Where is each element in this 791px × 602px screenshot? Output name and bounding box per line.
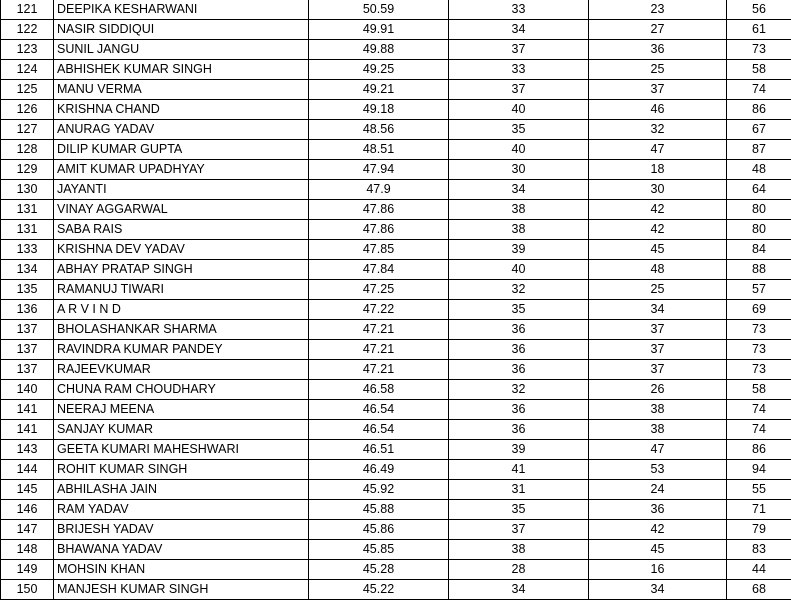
score-cell: 47.86 <box>309 220 449 240</box>
rank-cell: 134 <box>1 260 54 280</box>
name-cell: BHAWANA YADAV <box>54 540 309 560</box>
marks-b-cell: 53 <box>589 460 727 480</box>
table-row <box>1 280 791 300</box>
rank-cell: 129 <box>1 160 54 180</box>
score-cell: 49.91 <box>309 20 449 40</box>
results-table-body <box>1 0 791 600</box>
table-row <box>1 100 791 120</box>
marks-a-cell: 28 <box>449 560 589 580</box>
marks-a-cell: 40 <box>449 260 589 280</box>
total-cell: 55 <box>727 480 791 500</box>
total-cell: 44 <box>727 560 791 580</box>
marks-b-cell: 27 <box>589 20 727 40</box>
marks-b-cell: 24 <box>589 480 727 500</box>
marks-b-cell: 16 <box>589 560 727 580</box>
marks-a-cell: 36 <box>449 340 589 360</box>
marks-a-cell: 31 <box>449 480 589 500</box>
table-row <box>1 40 791 60</box>
name-cell: NEERAJ MEENA <box>54 400 309 420</box>
marks-a-cell: 39 <box>449 440 589 460</box>
score-cell: 47.22 <box>309 300 449 320</box>
rank-cell: 122 <box>1 20 54 40</box>
marks-b-cell: 37 <box>589 80 727 100</box>
marks-a-cell: 34 <box>449 20 589 40</box>
score-cell: 49.88 <box>309 40 449 60</box>
score-cell: 49.18 <box>309 100 449 120</box>
score-cell: 47.85 <box>309 240 449 260</box>
total-cell: 73 <box>727 40 791 60</box>
rank-cell: 135 <box>1 280 54 300</box>
name-cell: RAM YADAV <box>54 500 309 520</box>
name-cell: ABHAY PRATAP SINGH <box>54 260 309 280</box>
total-cell: 69 <box>727 300 791 320</box>
rank-cell: 136 <box>1 300 54 320</box>
table-row <box>1 300 791 320</box>
rank-cell: 121 <box>1 0 54 20</box>
total-cell: 56 <box>727 0 791 20</box>
marks-b-cell: 36 <box>589 500 727 520</box>
total-cell: 87 <box>727 140 791 160</box>
total-cell: 68 <box>727 580 791 600</box>
table-row <box>1 240 791 260</box>
total-cell: 67 <box>727 120 791 140</box>
marks-b-cell: 37 <box>589 340 727 360</box>
total-cell: 80 <box>727 220 791 240</box>
rank-cell: 130 <box>1 180 54 200</box>
name-cell: RAJEEVKUMAR <box>54 360 309 380</box>
total-cell: 83 <box>727 540 791 560</box>
table-row <box>1 380 791 400</box>
score-cell: 47.21 <box>309 340 449 360</box>
total-cell: 74 <box>727 420 791 440</box>
score-cell: 47.21 <box>309 360 449 380</box>
marks-a-cell: 37 <box>449 40 589 60</box>
table-row <box>1 120 791 140</box>
name-cell: MANJESH KUMAR SINGH <box>54 580 309 600</box>
marks-a-cell: 34 <box>449 180 589 200</box>
marks-a-cell: 35 <box>449 120 589 140</box>
score-cell: 47.21 <box>309 320 449 340</box>
score-cell: 50.59 <box>309 0 449 20</box>
marks-a-cell: 38 <box>449 220 589 240</box>
total-cell: 58 <box>727 380 791 400</box>
table-row <box>1 160 791 180</box>
table-row <box>1 180 791 200</box>
table-row <box>1 520 791 540</box>
name-cell: KRISHNA CHAND <box>54 100 309 120</box>
marks-a-cell: 32 <box>449 280 589 300</box>
score-cell: 49.25 <box>309 60 449 80</box>
marks-b-cell: 42 <box>589 220 727 240</box>
marks-b-cell: 32 <box>589 120 727 140</box>
score-cell: 46.49 <box>309 460 449 480</box>
marks-b-cell: 45 <box>589 240 727 260</box>
total-cell: 61 <box>727 20 791 40</box>
rank-cell: 145 <box>1 480 54 500</box>
table-row <box>1 360 791 380</box>
marks-a-cell: 33 <box>449 0 589 20</box>
marks-b-cell: 37 <box>589 320 727 340</box>
score-cell: 46.58 <box>309 380 449 400</box>
name-cell: ROHIT KUMAR SINGH <box>54 460 309 480</box>
marks-b-cell: 18 <box>589 160 727 180</box>
score-cell: 46.54 <box>309 400 449 420</box>
rank-cell: 141 <box>1 420 54 440</box>
name-cell: RAVINDRA KUMAR PANDEY <box>54 340 309 360</box>
score-cell: 48.56 <box>309 120 449 140</box>
score-cell: 47.25 <box>309 280 449 300</box>
total-cell: 84 <box>727 240 791 260</box>
marks-b-cell: 38 <box>589 420 727 440</box>
name-cell: ABHILASHA JAIN <box>54 480 309 500</box>
table-row <box>1 20 791 40</box>
score-cell: 45.22 <box>309 580 449 600</box>
marks-b-cell: 23 <box>589 0 727 20</box>
total-cell: 73 <box>727 320 791 340</box>
marks-b-cell: 47 <box>589 440 727 460</box>
table-row <box>1 420 791 440</box>
rank-cell: 144 <box>1 460 54 480</box>
name-cell: RAMANUJ TIWARI <box>54 280 309 300</box>
table-row <box>1 0 791 20</box>
marks-a-cell: 35 <box>449 300 589 320</box>
rank-cell: 137 <box>1 340 54 360</box>
marks-b-cell: 42 <box>589 200 727 220</box>
marks-b-cell: 46 <box>589 100 727 120</box>
marks-a-cell: 40 <box>449 100 589 120</box>
score-cell: 45.86 <box>309 520 449 540</box>
marks-a-cell: 39 <box>449 240 589 260</box>
name-cell: VINAY AGGARWAL <box>54 200 309 220</box>
marks-a-cell: 41 <box>449 460 589 480</box>
marks-a-cell: 38 <box>449 540 589 560</box>
rank-cell: 131 <box>1 200 54 220</box>
name-cell: KRISHNA DEV YADAV <box>54 240 309 260</box>
table-row <box>1 260 791 280</box>
score-cell: 45.88 <box>309 500 449 520</box>
table-row <box>1 500 791 520</box>
marks-b-cell: 30 <box>589 180 727 200</box>
total-cell: 74 <box>727 80 791 100</box>
marks-a-cell: 36 <box>449 360 589 380</box>
marks-b-cell: 45 <box>589 540 727 560</box>
rank-cell: 140 <box>1 380 54 400</box>
score-cell: 45.92 <box>309 480 449 500</box>
name-cell: BRIJESH YADAV <box>54 520 309 540</box>
table-row <box>1 340 791 360</box>
marks-a-cell: 33 <box>449 60 589 80</box>
marks-a-cell: 40 <box>449 140 589 160</box>
total-cell: 86 <box>727 440 791 460</box>
total-cell: 74 <box>727 400 791 420</box>
marks-a-cell: 36 <box>449 320 589 340</box>
total-cell: 73 <box>727 360 791 380</box>
total-cell: 58 <box>727 60 791 80</box>
rank-cell: 141 <box>1 400 54 420</box>
rank-cell: 133 <box>1 240 54 260</box>
table-row <box>1 80 791 100</box>
name-cell: BHOLASHANKAR SHARMA <box>54 320 309 340</box>
rank-cell: 146 <box>1 500 54 520</box>
table-row <box>1 580 791 600</box>
name-cell: GEETA KUMARI MAHESHWARI <box>54 440 309 460</box>
name-cell: AMIT KUMAR UPADHYAY <box>54 160 309 180</box>
marks-a-cell: 36 <box>449 420 589 440</box>
table-row <box>1 440 791 460</box>
table-row <box>1 60 791 80</box>
score-cell: 49.21 <box>309 80 449 100</box>
marks-b-cell: 25 <box>589 280 727 300</box>
total-cell: 73 <box>727 340 791 360</box>
marks-b-cell: 34 <box>589 300 727 320</box>
marks-b-cell: 47 <box>589 140 727 160</box>
rank-cell: 123 <box>1 40 54 60</box>
total-cell: 86 <box>727 100 791 120</box>
marks-a-cell: 37 <box>449 80 589 100</box>
rank-cell: 149 <box>1 560 54 580</box>
table-row <box>1 460 791 480</box>
name-cell: MOHSIN KHAN <box>54 560 309 580</box>
table-row <box>1 140 791 160</box>
total-cell: 80 <box>727 200 791 220</box>
table-row <box>1 320 791 340</box>
name-cell: DILIP KUMAR GUPTA <box>54 140 309 160</box>
rank-cell: 131 <box>1 220 54 240</box>
total-cell: 71 <box>727 500 791 520</box>
name-cell: ABHISHEK KUMAR SINGH <box>54 60 309 80</box>
table-row <box>1 200 791 220</box>
rank-cell: 150 <box>1 580 54 600</box>
table-row <box>1 400 791 420</box>
total-cell: 64 <box>727 180 791 200</box>
score-cell: 46.51 <box>309 440 449 460</box>
name-cell: NASIR SIDDIQUI <box>54 20 309 40</box>
marks-b-cell: 36 <box>589 40 727 60</box>
rank-cell: 147 <box>1 520 54 540</box>
marks-b-cell: 26 <box>589 380 727 400</box>
score-cell: 48.51 <box>309 140 449 160</box>
name-cell: DEEPIKA KESHARWANI <box>54 0 309 20</box>
marks-b-cell: 38 <box>589 400 727 420</box>
rank-cell: 137 <box>1 320 54 340</box>
marks-a-cell: 32 <box>449 380 589 400</box>
score-cell: 47.84 <box>309 260 449 280</box>
table-row <box>1 480 791 500</box>
rank-cell: 143 <box>1 440 54 460</box>
total-cell: 94 <box>727 460 791 480</box>
marks-a-cell: 38 <box>449 200 589 220</box>
marks-a-cell: 30 <box>449 160 589 180</box>
score-cell: 46.54 <box>309 420 449 440</box>
name-cell: SANJAY KUMAR <box>54 420 309 440</box>
table-row <box>1 220 791 240</box>
rank-cell: 128 <box>1 140 54 160</box>
marks-b-cell: 25 <box>589 60 727 80</box>
name-cell: SABA RAIS <box>54 220 309 240</box>
name-cell: A R V I N D <box>54 300 309 320</box>
score-cell: 45.85 <box>309 540 449 560</box>
total-cell: 88 <box>727 260 791 280</box>
marks-a-cell: 35 <box>449 500 589 520</box>
rank-cell: 127 <box>1 120 54 140</box>
marks-b-cell: 37 <box>589 360 727 380</box>
rank-cell: 137 <box>1 360 54 380</box>
total-cell: 57 <box>727 280 791 300</box>
marks-b-cell: 42 <box>589 520 727 540</box>
table-row <box>1 560 791 580</box>
rank-cell: 126 <box>1 100 54 120</box>
table-row <box>1 540 791 560</box>
rank-cell: 125 <box>1 80 54 100</box>
name-cell: JAYANTI <box>54 180 309 200</box>
score-cell: 47.94 <box>309 160 449 180</box>
marks-a-cell: 36 <box>449 400 589 420</box>
marks-a-cell: 37 <box>449 520 589 540</box>
name-cell: ANURAG YADAV <box>54 120 309 140</box>
total-cell: 48 <box>727 160 791 180</box>
marks-a-cell: 34 <box>449 580 589 600</box>
score-cell: 47.9 <box>309 180 449 200</box>
marks-b-cell: 48 <box>589 260 727 280</box>
total-cell: 79 <box>727 520 791 540</box>
score-cell: 47.86 <box>309 200 449 220</box>
name-cell: CHUNA RAM CHOUDHARY <box>54 380 309 400</box>
rank-cell: 124 <box>1 60 54 80</box>
name-cell: MANU VERMA <box>54 80 309 100</box>
rank-cell: 148 <box>1 540 54 560</box>
name-cell: SUNIL JANGU <box>54 40 309 60</box>
marks-b-cell: 34 <box>589 580 727 600</box>
score-cell: 45.28 <box>309 560 449 580</box>
